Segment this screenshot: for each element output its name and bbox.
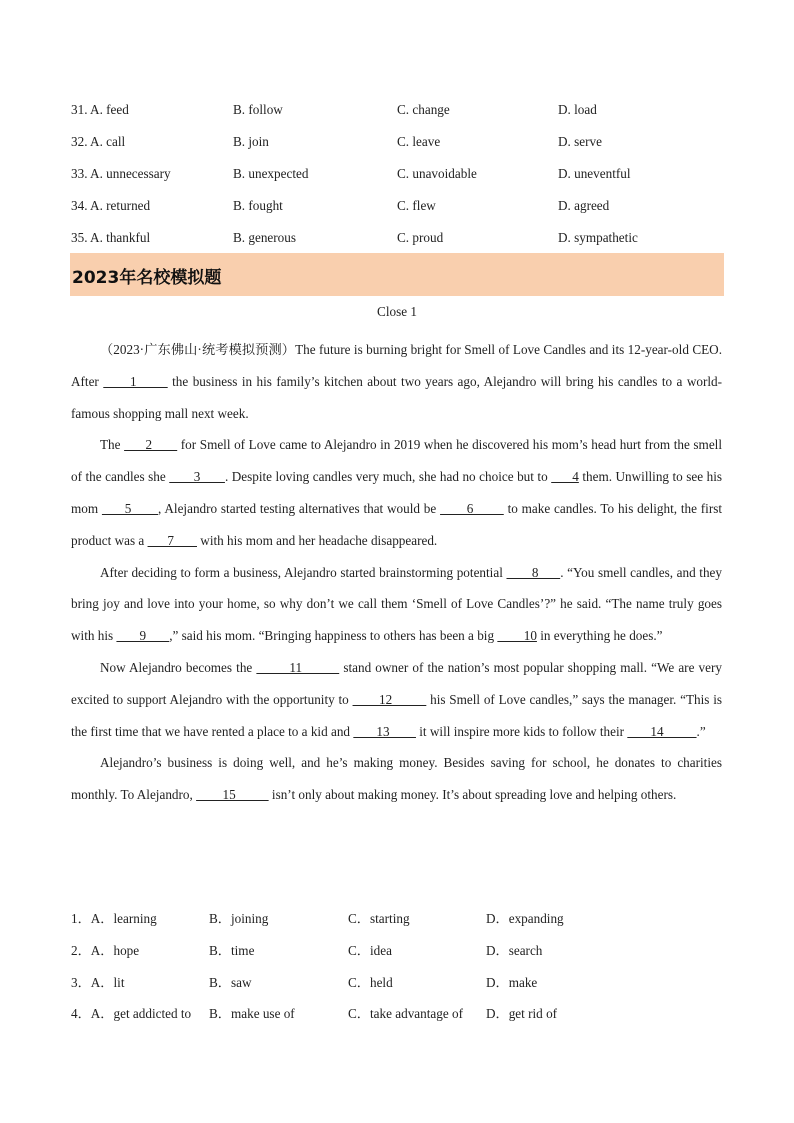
option-row-35 [71, 230, 731, 250]
option-d: D．make [486, 975, 538, 990]
text: . Despite loving candles very much, she had no choice but to [224, 469, 552, 485]
option-b: B. fought [233, 198, 283, 213]
blank-12: 12 [352, 691, 427, 707]
blank-5: 5 [101, 500, 159, 516]
option-c: C. flew [397, 198, 436, 213]
option-d: D. sympathetic [558, 230, 638, 245]
option-c: C. unavoidable [397, 166, 477, 181]
blank-14: 14 [627, 723, 697, 739]
text: stand owner of the nation’s most popular shopping mall. “We are very excited to support Alejandro with the opportunity to [71, 659, 722, 707]
blank-7: 7 [147, 532, 197, 548]
blank-15: 15 [196, 787, 269, 803]
answer-row-2 [71, 940, 671, 960]
text: Alejandro’s business is doing well, and he’s making money. Besides saving for school, he donates to charities monthly. To Alejandro, [71, 755, 722, 803]
blank-10: 10 [497, 628, 537, 644]
option-row-32 [71, 134, 731, 154]
option-b: B. join [233, 134, 269, 149]
answer-row-4 [71, 1003, 671, 1023]
blank-13: 13 [353, 723, 416, 739]
text: for Smell of Love came to Alejandro in 2019 when he discovered his mom’s head hurt from the smell of the candles she [71, 437, 723, 485]
option-a: 32. A. call [71, 134, 126, 149]
paragraph-1 [71, 334, 722, 429]
blank-11: 11 [256, 659, 340, 675]
option-b: B. follow [233, 102, 283, 117]
option-d: D. load [558, 102, 597, 117]
option-c: C．held [348, 975, 393, 990]
section-heading [70, 253, 724, 296]
blank-9: 9 [116, 628, 170, 644]
blank-8: 8 [506, 564, 561, 580]
option-d: D. uneventful [558, 166, 631, 181]
option-d: D．expanding [486, 911, 564, 926]
paragraph-3 [71, 557, 722, 652]
text: it will inspire more kids to follow their [415, 723, 628, 739]
text: the business in his family’s kitchen about two years ago, Alejandro will bring his candles to a world-famous shopping mall next week. [71, 373, 723, 421]
cloze-title: Close 1 [377, 304, 417, 319]
blank-6: 6 [440, 500, 504, 516]
text: his Smell of Love candles,” says the manager. “This is the first time that we have rented a place to a kid and [71, 691, 722, 739]
option-d: D. serve [558, 134, 602, 149]
answer-row-1 [71, 908, 671, 928]
text: Now Alejandro becomes the [100, 659, 257, 675]
text: . “You smell candles, and they bring joy and love into your home, so why don’t we call them ‘Smell of Love Candles’?” he said. “The name truly goes with his [71, 564, 722, 644]
option-c: C．take advantage of [348, 1006, 463, 1021]
option-a: 1．A．learning [71, 911, 157, 926]
option-b: B．saw [209, 975, 252, 990]
text: in everything he does.” [536, 628, 663, 644]
cloze-passage [71, 334, 722, 811]
option-b: B．joining [209, 911, 269, 926]
option-b: B. generous [233, 230, 296, 245]
text: with his mom and her headache disappeared. [197, 532, 438, 548]
blank-1: 1 [103, 373, 168, 389]
option-a: 4．A．get addicted to [71, 1006, 192, 1021]
text: After deciding to form a business, Alejandro started brainstorming potential [100, 564, 507, 580]
option-a: 35. A. thankful [71, 230, 151, 245]
text: The [100, 437, 125, 453]
text: .” [696, 723, 706, 739]
option-row-31 [71, 102, 731, 122]
option-c: C. leave [397, 134, 441, 149]
paragraph-4 [71, 652, 722, 747]
paragraph-2 [71, 429, 722, 556]
option-a: 34. A. returned [71, 198, 151, 213]
option-a: 31. A. feed [71, 102, 129, 117]
option-c: C．starting [348, 911, 410, 926]
option-a: 3．A．lit [71, 975, 125, 990]
option-b: B．make use of [209, 1006, 295, 1021]
option-row-34 [71, 198, 731, 218]
option-b: B. unexpected [233, 166, 309, 181]
option-c: C. change [397, 102, 450, 117]
blank-2: 2 [124, 437, 178, 453]
text: to make candles. To his delight, the first product was a [71, 500, 723, 548]
blank-4: 4 [551, 469, 579, 485]
option-a: 33. A. unnecessary [71, 166, 171, 181]
blank-3: 3 [169, 469, 225, 485]
paragraph-5 [71, 747, 722, 811]
section-title: 2023年名校模拟题 [72, 268, 222, 288]
text: isn’t only about making money. It’s about spreading love and helping others. [268, 787, 677, 803]
option-d: D. agreed [558, 198, 610, 213]
text: （2023·广东佛山·统考模拟预测）The future is burning bright for Smell of Love Candles and its 12-year-old CEO. After [71, 342, 722, 389]
option-d: D．search [486, 943, 543, 958]
text: , Alejandro started testing alternatives that would be [158, 500, 441, 516]
option-c: C. proud [397, 230, 444, 245]
option-b: B．time [209, 943, 255, 958]
option-d: D．get rid of [486, 1006, 558, 1021]
option-row-33 [71, 166, 731, 186]
option-a: 2．A．hope [71, 943, 140, 958]
text: ,” said his mom. “Bringing happiness to others has been a big [169, 628, 498, 644]
option-c: C．idea [348, 943, 392, 958]
text: them. Unwilling to see his mom [71, 469, 723, 516]
answer-row-3 [71, 972, 671, 992]
